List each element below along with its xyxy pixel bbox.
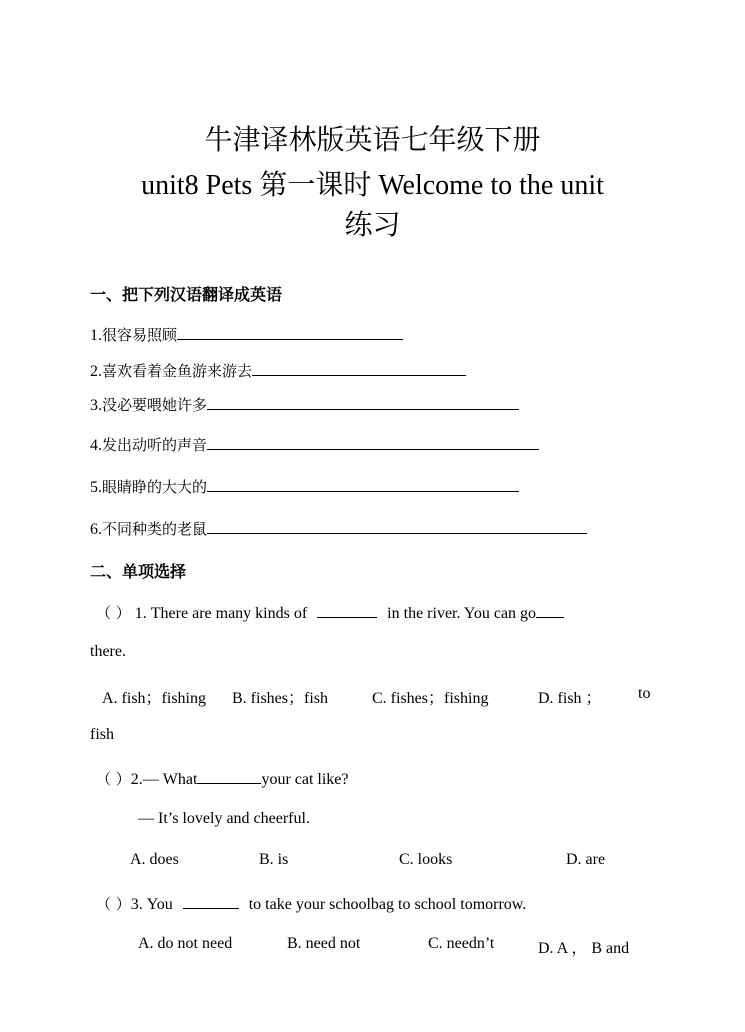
answer-blank[interactable]	[197, 769, 261, 784]
q2-option-b[interactable]: B. is	[259, 851, 289, 868]
question-1-line2: there.	[90, 643, 126, 660]
q2-option-a[interactable]: A. does	[130, 851, 179, 868]
item-number: 5.	[90, 479, 102, 496]
item-text: 不同种类的老鼠	[102, 520, 208, 538]
q1-option-b[interactable]: B. fishes；fish	[232, 690, 329, 707]
item-text: 眼睛睁的大大的	[102, 478, 208, 496]
answer-blank[interactable]	[177, 325, 403, 340]
answer-blank[interactable]	[207, 477, 519, 492]
translation-item-1	[90, 324, 403, 345]
item-number: 6.	[90, 521, 102, 538]
answer-paren[interactable]: （ ）	[96, 895, 131, 913]
answer-blank[interactable]	[183, 894, 239, 909]
q1-option-d-wrap: fish	[90, 726, 114, 743]
q1-option-c[interactable]: C. fishes；fishing	[372, 690, 489, 707]
q1-option-d[interactable]: D. fish ；	[538, 690, 602, 707]
answer-blank[interactable]	[207, 519, 587, 534]
item-number: 3.	[90, 397, 102, 414]
question-2-line1	[96, 768, 349, 789]
q2-option-d[interactable]: D. are	[566, 851, 606, 868]
q3-option-a[interactable]: A. do not need	[138, 935, 233, 952]
translation-item-4	[90, 434, 539, 455]
section2-heading: 二、单项选择	[90, 562, 187, 581]
question-text: your cat like?	[261, 771, 349, 788]
answer-paren[interactable]: （ ）	[96, 604, 131, 622]
question-2-line2: — It’s lovely and cheerful.	[138, 810, 310, 827]
question-text: 2.— What	[130, 771, 198, 788]
page-title-line2: unit8 Pets 第一课时 Welcome to the unit	[141, 170, 604, 201]
q2-option-c[interactable]: C. looks	[399, 851, 453, 868]
section1-heading: 一、把下列汉语翻译成英语	[90, 285, 283, 304]
page-title-line3: 练习	[344, 210, 401, 241]
translation-item-5	[90, 476, 519, 497]
answer-blank[interactable]	[207, 435, 539, 450]
page-title-line1: 牛津译林版英语七年级下册	[204, 125, 541, 156]
question-text: 1. There are many kinds of	[134, 605, 308, 622]
question-3-line1	[96, 893, 526, 914]
item-text: 没必要喂她许多	[102, 396, 208, 414]
answer-blank[interactable]	[207, 395, 519, 410]
item-text: 喜欢看着金鱼游来游去	[102, 362, 253, 380]
q3-option-d[interactable]: D. A ， B and	[538, 940, 630, 957]
q3-option-b[interactable]: B. need not	[287, 935, 361, 952]
item-number: 4.	[90, 437, 102, 454]
item-number: 2.	[90, 363, 102, 380]
item-text: 发出动听的声音	[102, 436, 208, 454]
translation-item-6	[90, 518, 587, 539]
translation-item-3	[90, 394, 519, 415]
question-text: in the river. You can go	[387, 605, 537, 622]
answer-blank[interactable]	[252, 361, 466, 376]
item-text: 很容易照顾	[102, 326, 178, 344]
question-text: 3. You	[130, 896, 173, 913]
translation-item-2	[90, 360, 466, 381]
item-number: 1.	[90, 327, 102, 344]
answer-paren[interactable]: （ ）	[96, 770, 131, 788]
question-text: to take your schoolbag to school tomorrow.	[248, 896, 527, 913]
answer-blank[interactable]	[536, 603, 564, 618]
q3-option-c[interactable]: C. needn’t	[428, 935, 495, 952]
q1-option-d-cont: to	[638, 685, 651, 702]
q1-option-a[interactable]: A. fish；fishing	[102, 690, 207, 707]
answer-blank[interactable]	[317, 603, 377, 618]
question-1-line1	[96, 602, 564, 623]
